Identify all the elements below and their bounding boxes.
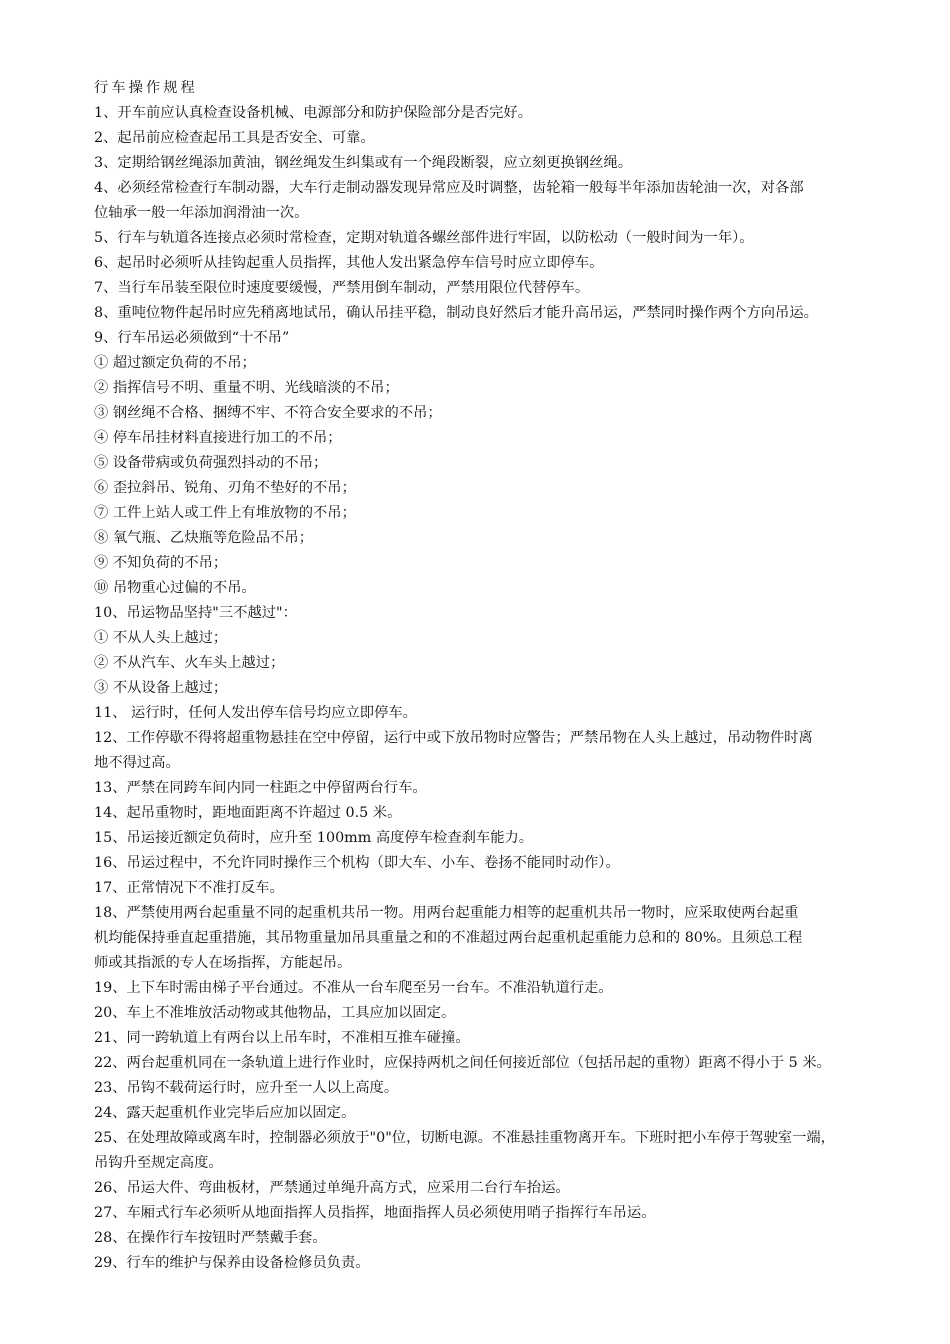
rule-line: ⑦ 工件上站人或工件上有堆放物的不吊； — [94, 505, 356, 521]
rule-line: 8、重吨位物件起吊时应先稍离地试吊，确认吊挂平稳，制动良好然后才能升高吊运，严禁同时操作两个方向吊运。 — [94, 305, 818, 321]
rule-line: 12、工作停歇不得将超重物悬挂在空中停留，运行中或下放吊物时应警告；严禁吊物在人头上越过，吊动物件时离 — [94, 730, 813, 746]
rule-line: 27、车厢式行车必须听从地面指挥人员指挥，地面指挥人员必须使用哨子指挥行车吊运。 — [94, 1205, 656, 1221]
rule-line: 4、必须经常检查行车制动器，大车行走制动器发现异常应及时调整，齿轮箱一般每半年添加齿轮油一次，对各部 — [94, 180, 804, 196]
rule-line: ⑥ 歪拉斜吊、锐角、刃角不垫好的不吊； — [94, 480, 356, 496]
rule-line: 3、定期给钢丝绳添加黄油，钢丝绳发生纠集或有一个绳段断裂，应立刻更换钢丝绳。 — [94, 155, 633, 171]
rule-line: 20、车上不准堆放活动物或其他物品，工具应加以固定。 — [94, 1005, 456, 1021]
rule-line: 14、起吊重物时，距地面距离不许超过 0.5 米。 — [94, 805, 402, 821]
rule-line: 15、吊运接近额定负荷时，应升至 100mm 高度停车检查刹车能力。 — [94, 830, 534, 846]
rule-line: ② 指挥信号不明、重量不明、光线暗淡的不吊； — [94, 380, 399, 396]
rule-line: 25、在处理故障或离车时，控制器必须放于"0"位，切断电源。不准悬挂重物离开车。下班时把小车停于驾驶室一端， — [94, 1130, 835, 1146]
rule-line: 16、吊运过程中，不允许同时操作三个机构（即大车、小车、卷扬不能同时动作）。 — [94, 855, 620, 871]
rule-line: 23、吊钩不载荷运行时，应升至一人以上高度。 — [94, 1080, 399, 1096]
rule-line: 1、开车前应认真检查设备机械、电源部分和防护保险部分是否完好。 — [94, 105, 532, 121]
rule-line: 10、吊运物品坚持"三不越过"： — [94, 605, 297, 621]
rule-line: ⑧ 氧气瓶、乙炔瓶等危险品不吊； — [94, 530, 313, 546]
rule-line: 11、 运行时，任何人发出停车信号均应立即停车。 — [94, 705, 417, 721]
rule-line: 21、同一跨轨道上有两台以上吊车时，不准相互推车碰撞。 — [94, 1030, 470, 1046]
rule-line: 17、正常情况下不准打反车。 — [94, 880, 284, 896]
rule-line: ① 不从人头上越过； — [94, 630, 228, 646]
rule-line: 师或其指派的专人在场指挥，方能起吊。 — [94, 955, 352, 971]
rule-line: ⑤ 设备带病或负荷强烈抖动的不吊； — [94, 455, 328, 471]
rule-line: ⑨ 不知负荷的不吊； — [94, 555, 228, 571]
rule-line: 19、上下车时需由梯子平台通过。不准从一台车爬至另一台车。不准沿轨道行走。 — [94, 980, 613, 996]
rule-line: 13、严禁在同跨车间内同一柱距之中停留两台行车。 — [94, 780, 427, 796]
rule-line: ③ 钢丝绳不合格、捆缚不牢、不符合安全要求的不吊； — [94, 405, 442, 421]
rule-line: 2、起吊前应检查起吊工具是否安全、可靠。 — [94, 130, 375, 146]
rule-line: 9、行车吊运必须做到“十不吊” — [94, 330, 290, 346]
rule-line: 机均能保持垂直起重措施，其吊物重量加吊具重量之和的不准超过两台起重机起重能力总和的 80%。且须总工程 — [94, 930, 803, 946]
rules-list — [94, 101, 894, 1276]
rule-line: 6、起吊时必须听从挂钩起重人员指挥，其他人发出紧急停车信号时应立即停车。 — [94, 255, 604, 271]
rule-line: ⑩ 吊物重心过偏的不吊。 — [94, 580, 256, 596]
rule-line: ① 超过额定负荷的不吊； — [94, 355, 256, 371]
rule-line: 5、行车与轨道各连接点必须时常检查，定期对轨道各螺丝部件进行牢固，以防松动（一般时间为一年）。 — [94, 230, 754, 246]
rule-line: 28、在操作行车按钮时严禁戴手套。 — [94, 1230, 327, 1246]
rule-line: ③ 不从设备上越过； — [94, 680, 228, 696]
rule-line: 吊钩升至规定高度。 — [94, 1155, 223, 1171]
document-body — [94, 76, 894, 1276]
rule-line: 18、严禁使用两台起重量不同的起重机共吊一物。用两台起重能力相等的起重机共吊一物时，应采取使两台起重 — [94, 905, 799, 921]
rule-line: 29、行车的维护与保养由设备检修员负责。 — [94, 1255, 370, 1271]
rule-line: 位轴承一般一年添加润滑油一次。 — [94, 205, 309, 221]
rule-line: 地不得过高。 — [94, 755, 180, 771]
rule-line: 7、当行车吊装至限位时速度要缓慢，严禁用倒车制动，严禁用限位代替停车。 — [94, 280, 590, 296]
rule-line: 26、吊运大件、弯曲板材，严禁通过单绳升高方式，应采用二台行车抬运。 — [94, 1180, 570, 1196]
rule-line: 22、两台起重机同在一条轨道上进行作业时，应保持两机之间任何接近部位（包括吊起的重物）距离不得小于 5 米。 — [94, 1055, 831, 1071]
rule-line: 24、露天起重机作业完毕后应加以固定。 — [94, 1105, 356, 1121]
rule-line: ② 不从汽车、火车头上越过； — [94, 655, 285, 671]
document-title: 行车操作规程 — [94, 80, 198, 96]
rule-line: ④ 停车吊挂材料直接进行加工的不吊； — [94, 430, 342, 446]
